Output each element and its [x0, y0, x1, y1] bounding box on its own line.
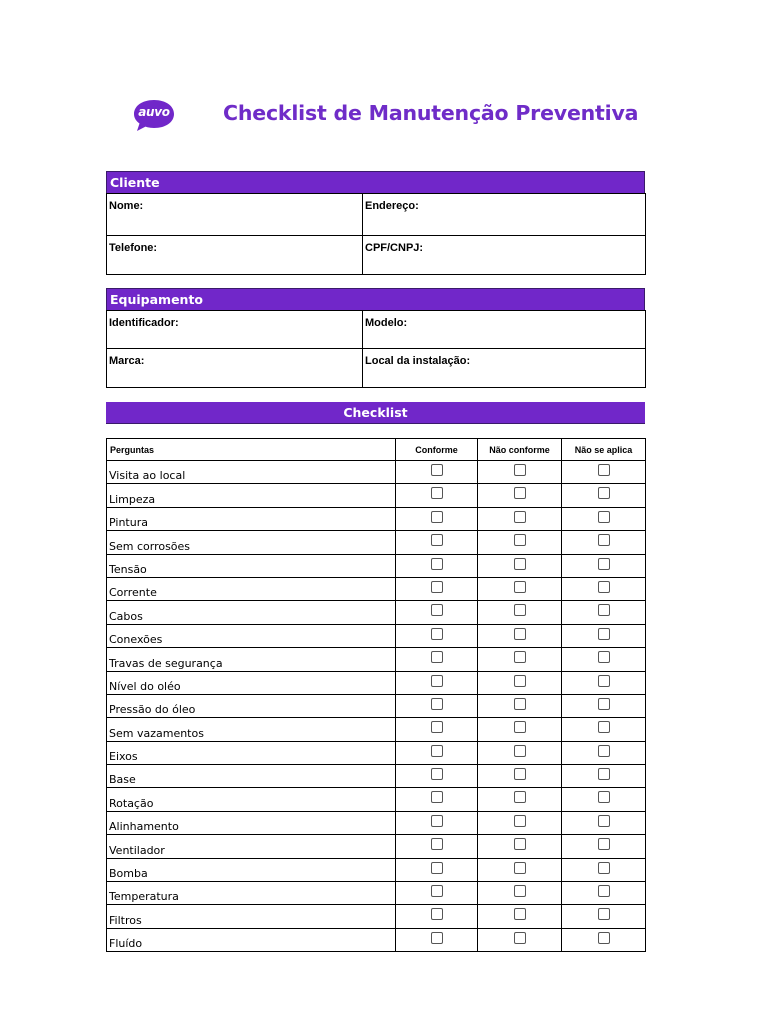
conforme-cell: [396, 461, 478, 484]
nao-se-aplica-cell: [562, 648, 646, 671]
nao-se-aplica-cell: [562, 554, 646, 577]
nao-conforme-checkbox[interactable]: [514, 558, 526, 570]
conforme-cell: [396, 858, 478, 881]
conforme-checkbox[interactable]: [431, 768, 443, 780]
nao-se-aplica-checkbox[interactable]: [598, 534, 610, 546]
nao-se-aplica-checkbox[interactable]: [598, 604, 610, 616]
nao-conforme-checkbox[interactable]: [514, 791, 526, 803]
conforme-cell: [396, 671, 478, 694]
nao-conforme-cell: [478, 928, 562, 951]
table-row: [107, 648, 646, 671]
table-row: [107, 741, 646, 764]
conforme-cell: [396, 765, 478, 788]
nao-conforme-cell: [478, 811, 562, 834]
conforme-cell: [396, 718, 478, 741]
nao-conforme-checkbox[interactable]: [514, 815, 526, 827]
table-row: [107, 601, 646, 624]
conforme-checkbox[interactable]: [431, 464, 443, 476]
nao-se-aplica-checkbox[interactable]: [598, 885, 610, 897]
nao-se-aplica-cell: [562, 507, 646, 530]
conforme-checkbox[interactable]: [431, 511, 443, 523]
col-perguntas: Perguntas: [107, 439, 396, 461]
question-label: Filtros: [107, 905, 396, 928]
nao-conforme-checkbox[interactable]: [514, 651, 526, 663]
nao-conforme-checkbox[interactable]: [514, 581, 526, 593]
cliente-table: [106, 193, 646, 275]
logo-text: auvo: [138, 105, 170, 119]
nao-conforme-cell: [478, 741, 562, 764]
conforme-cell: [396, 882, 478, 905]
nao-conforme-cell: [478, 624, 562, 647]
conforme-checkbox[interactable]: [431, 628, 443, 640]
col-nao-se-aplica: Não se aplica: [562, 439, 646, 461]
conforme-cell: [396, 531, 478, 554]
nao-conforme-checkbox[interactable]: [514, 534, 526, 546]
nao-se-aplica-cell: [562, 718, 646, 741]
conforme-checkbox[interactable]: [431, 791, 443, 803]
nao-conforme-checkbox[interactable]: [514, 768, 526, 780]
nao-se-aplica-cell: [562, 484, 646, 507]
nao-conforme-cell: [478, 671, 562, 694]
marca-field[interactable]: Marca:: [107, 349, 363, 388]
question-label: Nível do oléo: [107, 671, 396, 694]
nao-se-aplica-checkbox[interactable]: [598, 791, 610, 803]
question-label: Rotação: [107, 788, 396, 811]
nao-se-aplica-checkbox[interactable]: [598, 908, 610, 920]
nao-se-aplica-checkbox[interactable]: [598, 487, 610, 499]
nao-se-aplica-cell: [562, 461, 646, 484]
nao-se-aplica-checkbox[interactable]: [598, 464, 610, 476]
nao-conforme-checkbox[interactable]: [514, 908, 526, 920]
endereco-field[interactable]: Endereço:: [363, 194, 646, 236]
conforme-checkbox[interactable]: [431, 675, 443, 687]
question-label: Limpeza: [107, 484, 396, 507]
question-label: Tensão: [107, 554, 396, 577]
table-row: [107, 905, 646, 928]
nao-conforme-checkbox[interactable]: [514, 675, 526, 687]
conforme-checkbox[interactable]: [431, 604, 443, 616]
conforme-cell: [396, 648, 478, 671]
conforme-cell: [396, 788, 478, 811]
nao-conforme-checkbox[interactable]: [514, 745, 526, 757]
cliente-section: [106, 171, 645, 275]
table-row: [107, 882, 646, 905]
conforme-checkbox[interactable]: [431, 908, 443, 920]
nao-se-aplica-cell: [562, 928, 646, 951]
conforme-checkbox[interactable]: [431, 651, 443, 663]
conforme-cell: [396, 577, 478, 600]
conforme-cell: [396, 554, 478, 577]
nao-conforme-checkbox[interactable]: [514, 862, 526, 874]
nao-conforme-checkbox[interactable]: [514, 885, 526, 897]
table-row: [107, 788, 646, 811]
nao-conforme-cell: [478, 788, 562, 811]
conforme-checkbox[interactable]: [431, 698, 443, 710]
question-label: Sem vazamentos: [107, 718, 396, 741]
question-label: Travas de segurança: [107, 648, 396, 671]
identificador-field[interactable]: Identificador:: [107, 311, 363, 349]
conforme-cell: [396, 835, 478, 858]
auvo-logo: [133, 98, 175, 134]
nao-se-aplica-checkbox[interactable]: [598, 932, 610, 944]
equipamento-header: Equipamento: [106, 288, 645, 310]
nao-se-aplica-cell: [562, 835, 646, 858]
table-row: [107, 531, 646, 554]
question-label: Visita ao local: [107, 461, 396, 484]
telefone-field[interactable]: Telefone:: [107, 236, 363, 275]
nao-conforme-checkbox[interactable]: [514, 628, 526, 640]
question-label: Eixos: [107, 741, 396, 764]
nao-conforme-cell: [478, 694, 562, 717]
nao-conforme-cell: [478, 765, 562, 788]
table-row: [107, 554, 646, 577]
nao-se-aplica-cell: [562, 577, 646, 600]
nao-conforme-cell: [478, 461, 562, 484]
question-label: Base: [107, 765, 396, 788]
equipamento-section: [106, 288, 645, 388]
table-row: [107, 835, 646, 858]
nao-se-aplica-checkbox[interactable]: [598, 721, 610, 733]
question-label: Fluído: [107, 928, 396, 951]
cpf-cnpj-field[interactable]: CPF/CNPJ:: [363, 236, 646, 275]
conforme-checkbox[interactable]: [431, 932, 443, 944]
nao-se-aplica-cell: [562, 905, 646, 928]
question-label: Bomba: [107, 858, 396, 881]
table-row: [107, 858, 646, 881]
nao-conforme-cell: [478, 648, 562, 671]
conforme-checkbox[interactable]: [431, 838, 443, 850]
nao-conforme-checkbox[interactable]: [514, 838, 526, 850]
question-label: Alinhamento: [107, 811, 396, 834]
nao-se-aplica-cell: [562, 788, 646, 811]
nao-se-aplica-checkbox[interactable]: [598, 838, 610, 850]
nao-se-aplica-cell: [562, 671, 646, 694]
nao-conforme-checkbox[interactable]: [514, 698, 526, 710]
table-row: [107, 718, 646, 741]
table-row: [107, 577, 646, 600]
nao-se-aplica-checkbox[interactable]: [598, 815, 610, 827]
nao-conforme-cell: [478, 905, 562, 928]
nao-se-aplica-checkbox[interactable]: [598, 511, 610, 523]
question-label: Sem corrosões: [107, 531, 396, 554]
nao-conforme-cell: [478, 531, 562, 554]
nao-se-aplica-checkbox[interactable]: [598, 768, 610, 780]
nao-conforme-checkbox[interactable]: [514, 604, 526, 616]
conforme-checkbox[interactable]: [431, 745, 443, 757]
question-label: Pintura: [107, 507, 396, 530]
checklist-body: [107, 461, 646, 952]
conforme-checkbox[interactable]: [431, 558, 443, 570]
nao-se-aplica-checkbox[interactable]: [598, 698, 610, 710]
col-conforme: Conforme: [396, 439, 478, 461]
nao-se-aplica-checkbox[interactable]: [598, 862, 610, 874]
table-row: [107, 928, 646, 951]
col-nao-conforme: Não conforme: [478, 439, 562, 461]
nao-se-aplica-cell: [562, 694, 646, 717]
nao-conforme-cell: [478, 577, 562, 600]
conforme-checkbox[interactable]: [431, 815, 443, 827]
nao-conforme-checkbox[interactable]: [514, 932, 526, 944]
checklist-header: Checklist: [106, 402, 645, 424]
conforme-checkbox[interactable]: [431, 885, 443, 897]
nao-se-aplica-cell: [562, 811, 646, 834]
nao-conforme-cell: [478, 835, 562, 858]
question-label: Cabos: [107, 601, 396, 624]
nao-se-aplica-checkbox[interactable]: [598, 745, 610, 757]
nao-conforme-cell: [478, 484, 562, 507]
nao-conforme-checkbox[interactable]: [514, 721, 526, 733]
cliente-header: Cliente: [106, 171, 645, 193]
local-instalacao-field[interactable]: Local da instalação:: [363, 349, 646, 388]
nao-se-aplica-cell: [562, 624, 646, 647]
question-label: Temperatura: [107, 882, 396, 905]
conforme-checkbox[interactable]: [431, 487, 443, 499]
equipamento-table: [106, 310, 646, 388]
nao-conforme-cell: [478, 882, 562, 905]
conforme-checkbox[interactable]: [431, 862, 443, 874]
nao-se-aplica-checkbox[interactable]: [598, 581, 610, 593]
nao-se-aplica-checkbox[interactable]: [598, 628, 610, 640]
table-row: [107, 484, 646, 507]
conforme-checkbox[interactable]: [431, 721, 443, 733]
table-row: [107, 461, 646, 484]
nao-conforme-cell: [478, 507, 562, 530]
table-row: [107, 765, 646, 788]
question-label: Corrente: [107, 577, 396, 600]
table-row: [107, 624, 646, 647]
nao-conforme-checkbox[interactable]: [514, 511, 526, 523]
conforme-cell: [396, 507, 478, 530]
conforme-cell: [396, 741, 478, 764]
nao-se-aplica-cell: [562, 765, 646, 788]
nao-se-aplica-cell: [562, 601, 646, 624]
nao-conforme-checkbox[interactable]: [514, 487, 526, 499]
modelo-field[interactable]: Modelo:: [363, 311, 646, 349]
conforme-cell: [396, 624, 478, 647]
nao-conforme-cell: [478, 554, 562, 577]
conforme-cell: [396, 928, 478, 951]
table-row: [107, 671, 646, 694]
conforme-cell: [396, 694, 478, 717]
nao-se-aplica-checkbox[interactable]: [598, 651, 610, 663]
nao-se-aplica-cell: [562, 858, 646, 881]
question-label: Ventilador: [107, 835, 396, 858]
question-label: Conexões: [107, 624, 396, 647]
checklist-table: [106, 438, 646, 952]
table-row: [107, 694, 646, 717]
conforme-cell: [396, 811, 478, 834]
table-row: [107, 507, 646, 530]
nome-field[interactable]: Nome:: [107, 194, 363, 236]
nao-se-aplica-cell: [562, 882, 646, 905]
nao-se-aplica-checkbox[interactable]: [598, 558, 610, 570]
conforme-cell: [396, 601, 478, 624]
nao-se-aplica-checkbox[interactable]: [598, 675, 610, 687]
conforme-checkbox[interactable]: [431, 581, 443, 593]
conforme-cell: [396, 484, 478, 507]
question-label: Pressão do óleo: [107, 694, 396, 717]
nao-conforme-cell: [478, 858, 562, 881]
nao-se-aplica-cell: [562, 741, 646, 764]
nao-se-aplica-cell: [562, 531, 646, 554]
conforme-checkbox[interactable]: [431, 534, 443, 546]
nao-conforme-checkbox[interactable]: [514, 464, 526, 476]
nao-conforme-cell: [478, 718, 562, 741]
conforme-cell: [396, 905, 478, 928]
nao-conforme-cell: [478, 601, 562, 624]
table-row: [107, 811, 646, 834]
page-title: Checklist de Manutenção Preventiva: [223, 101, 639, 125]
